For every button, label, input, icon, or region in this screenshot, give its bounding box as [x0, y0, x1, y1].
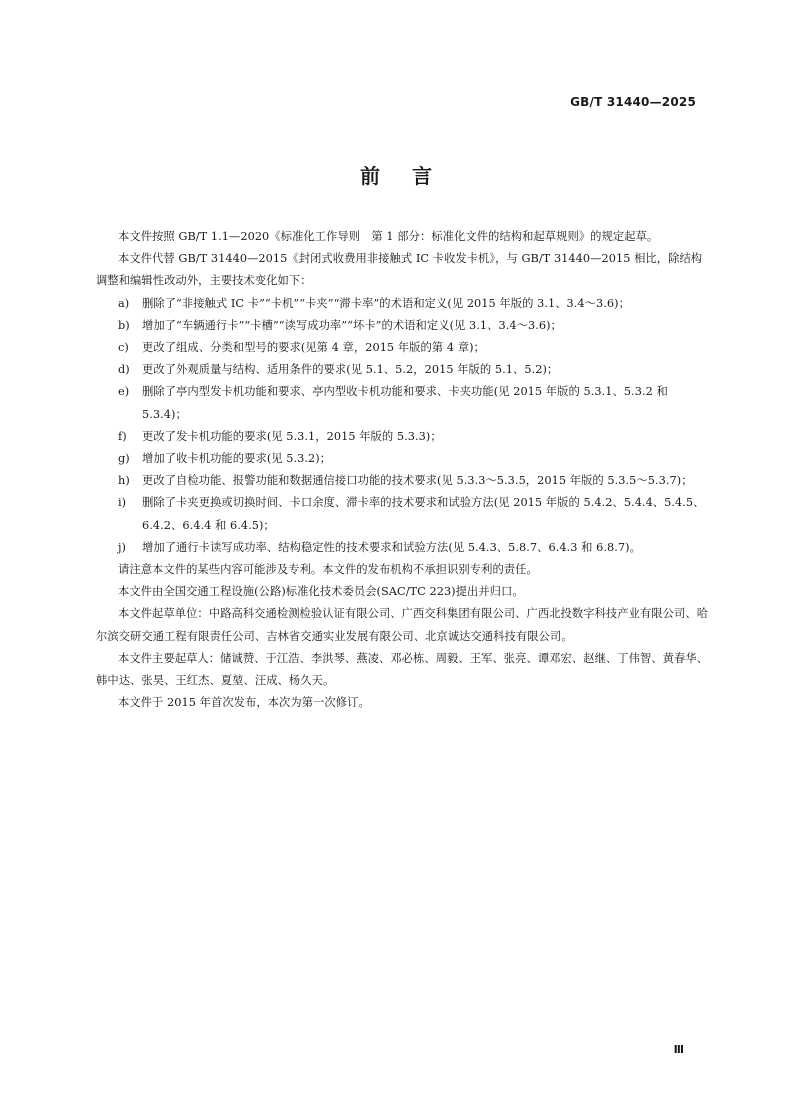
list-item-text: 更改了发卡机功能的要求(见 5.3.1，2015 年版的 5.3.3)；	[142, 429, 442, 443]
list-item	[96, 293, 710, 315]
list-item-label: j)	[118, 540, 127, 554]
list-item	[96, 448, 710, 470]
list-item-label: i)	[118, 496, 127, 510]
foreword-body	[96, 226, 710, 714]
list-item-label: d)	[118, 363, 130, 377]
changes-list	[96, 293, 710, 559]
patent-notice: 请注意本文件的某些内容可能涉及专利。本文件的发布机构不承担识别专利的责任。	[118, 563, 538, 577]
page-number: Ⅲ	[673, 1043, 684, 1056]
standard-code: GB/T 31440—2025	[570, 95, 696, 109]
list-item-text: 增加了“车辆通行卡”“卡槽”“读写成功率”“坏卡”的术语和定义(见 3.1、3.4～3.6)；	[142, 318, 562, 332]
list-item	[96, 315, 710, 337]
list-item-label: f)	[118, 429, 127, 443]
list-item-text: 更改了自检功能、报警功能和数据通信接口功能的技术要求(见 5.3.3～5.3.5，2015 年版的 5.3.5～5.3.7)；	[142, 474, 693, 488]
list-item	[96, 492, 710, 536]
list-item	[96, 426, 710, 448]
list-item-label: b)	[118, 318, 130, 332]
list-item	[96, 381, 710, 425]
list-item-text: 删除了“非接触式 IC 卡”“卡机”“卡夹”“滞卡率”的术语和定义(见 2015 年版的 3.1、3.4～3.6)；	[142, 296, 630, 310]
list-item-text: 删除了亭内型发卡机功能和要求、亭内型收卡机功能和要求、卡夹功能(见 2015 年版的 5.3.1、5.3.2 和 5.3.4)；	[142, 385, 668, 421]
publication-history: 本文件于 2015 年首次发布，本次为第一次修订。	[118, 696, 370, 710]
list-item-text: 删除了卡夹更换或切换时间、卡口余度、滞卡率的技术要求和试验方法(见 2015 年版的 5.4.2、5.4.4、5.4.5、6.4.2、6.4.4 和 6.4.5)；	[142, 496, 705, 532]
list-item-text: 增加了通行卡读写成功率、结构稳定性的技术要求和试验方法(见 5.4.3、5.8.7、6.4.3 和 6.8.7)。	[142, 540, 641, 554]
page-title: 前言	[360, 164, 464, 188]
drafters: 本文件主要起草人：储诚赞、于江浩、李洪琴、燕凌、邓必栋、周毅、王军、张亮、谭邓宏、赵继、丁伟智、黄春华、韩中达、张昊、王红杰、夏堃、汪成、杨久天。	[96, 651, 709, 688]
list-item-label: c)	[118, 341, 129, 355]
drafting-organizations: 本文件起草单位：中路高科交通检测检验认证有限公司、广西交科集团有限公司、广西北投数字科技产业有限公司、哈尔滨交研交通工程有限责任公司、吉林省交通实业发展有限公司、北京诚达交通科技有限公司。	[96, 607, 709, 643]
list-item-text: 更改了组成、分类和型号的要求(见第 4 章，2015 年版的第 4 章)；	[142, 341, 485, 355]
list-item-label: a)	[118, 296, 130, 310]
list-item-label: g)	[118, 452, 130, 466]
list-item-text: 更改了外观质量与结构、适用条件的要求(见 5.1、5.2，2015 年版的 5.1、5.2)；	[142, 363, 559, 377]
list-item	[96, 337, 710, 359]
list-item-label: h)	[118, 474, 130, 488]
list-item-text: 增加了收卡机功能的要求(见 5.3.2)；	[142, 452, 332, 466]
list-item	[96, 470, 710, 492]
list-item-label: e)	[118, 385, 130, 399]
list-item	[96, 537, 710, 559]
list-item	[96, 359, 710, 381]
proposer-paragraph: 本文件由全国交通工程设施(公路)标准化技术委员会(SAC/TC 223)提出并归口。	[118, 585, 524, 599]
intro-paragraph: 本文件按照 GB/T 1.1—2020《标准化工作导则 第 1 部分：标准化文件的结构和起草规则》的规定起草。	[118, 230, 659, 243]
intro-paragraph: 本文件代替 GB/T 31440—2015《封闭式收费用非接触式 IC 卡收发卡机》，与 GB/T 31440—2015 相比，除结构调整和编辑性改动外，主要技术变化如下：	[96, 252, 703, 288]
